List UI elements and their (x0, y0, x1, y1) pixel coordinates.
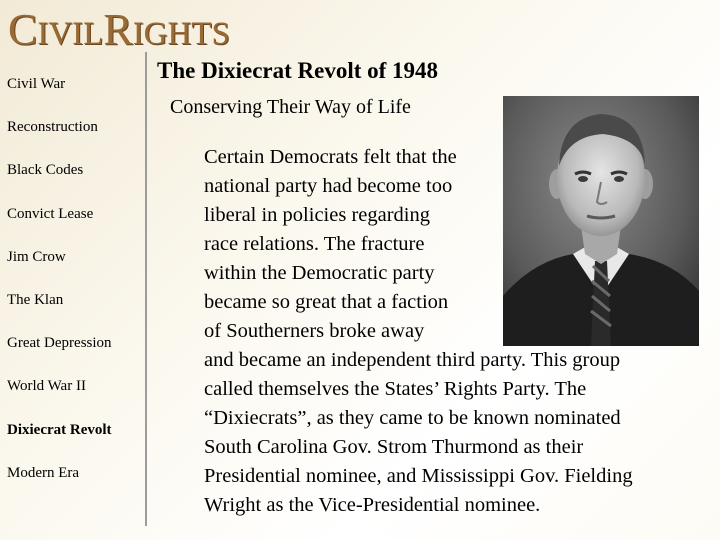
body-line: within the Democratic party (204, 262, 435, 284)
body-line: national party had become too (204, 175, 453, 197)
body-line: liberal in policies regarding (204, 204, 430, 226)
body-line: South Carolina Gov. Strom Thurmond as their (204, 436, 584, 458)
body-line: Wright as the Vice-Presidential nominee. (204, 494, 541, 516)
article-body (204, 143, 712, 520)
nav-item-convict-lease[interactable]: Convict Lease (7, 206, 94, 222)
body-line: of Southerners broke away (204, 320, 425, 342)
page-subtitle: Conserving Their Way of Life (170, 96, 411, 118)
nav-item-dixiecrat-revolt[interactable]: Dixiecrat Revolt (7, 422, 112, 438)
nav-item-the-klan[interactable]: The Klan (7, 292, 64, 308)
civil-rights-logo[interactable] (8, 4, 230, 55)
body-line: “Dixiecrats”, as they came to be known nominated (204, 407, 621, 429)
body-line: became so great that a faction (204, 291, 449, 313)
logo-text-ivil: IVIL (37, 16, 104, 52)
nav-item-modern-era[interactable]: Modern Era (7, 465, 80, 481)
logo-text-ights: IGHTS (132, 16, 230, 52)
sidebar-divider (145, 52, 147, 526)
body-line: and became an independent third party. This group (204, 349, 621, 371)
body-line: Presidential nominee, and Mississippi Gov. Fielding (204, 465, 633, 487)
body-line: race relations. The fracture (204, 233, 425, 255)
nav-item-great-depression[interactable]: Great Depression (7, 335, 112, 351)
page-title: The Dixiecrat Revolt of 1948 (157, 58, 439, 83)
nav-item-black-codes[interactable]: Black Codes (7, 162, 84, 178)
nav-item-reconstruction[interactable]: Reconstruction (7, 119, 98, 135)
body-line: Certain Democrats felt that the (204, 146, 457, 168)
logo-letter-c: C (8, 5, 38, 54)
nav-item-world-war-ii[interactable]: World War II (7, 378, 86, 394)
nav-item-jim-crow[interactable]: Jim Crow (7, 249, 66, 265)
body-line: called themselves the States’ Rights Party. The (204, 378, 587, 400)
logo-letter-r: R (103, 5, 133, 54)
nav-item-civil-war[interactable]: Civil War (7, 76, 66, 92)
